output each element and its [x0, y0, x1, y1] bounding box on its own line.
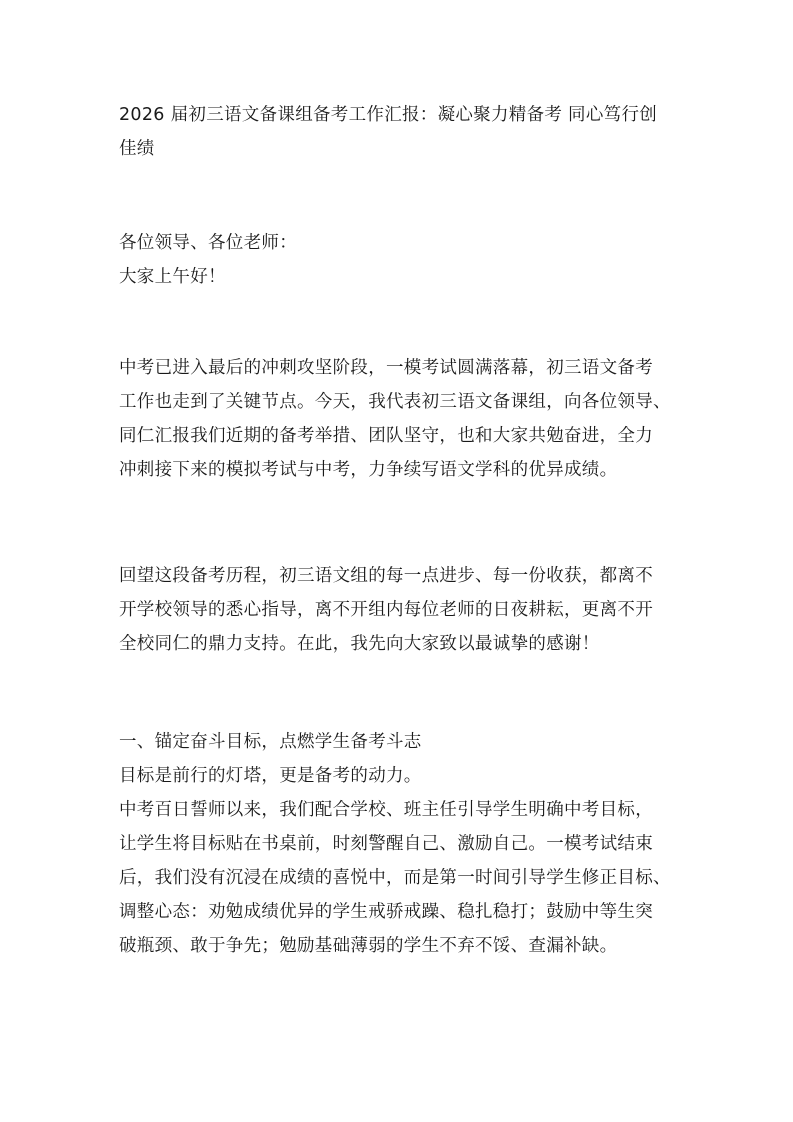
document-title [119, 98, 675, 166]
paragraph-line: 同仁汇报我们近期的备考举措、团队坚守，也和大家共勉奋进，全力 [119, 426, 653, 446]
paragraph-line: 回望这段备考历程，初三语文组的每一点进步、每一份收获，都离不 [119, 566, 653, 586]
intro-paragraph [119, 351, 675, 487]
paragraph-line: 中考已进入最后的冲刺攻坚阶段，一模考试圆满落幕，初三语文备考 [119, 358, 653, 378]
section-subheading: 目标是前行的灯塔，更是备考的动力。 [119, 766, 422, 786]
salutation-section [119, 226, 675, 294]
paragraph-line: 后，我们没有沉浸在成绩的喜悦中，而是第一时间引导学生修正目标、 [119, 868, 671, 888]
thanks-paragraph [119, 559, 675, 661]
section-heading: 一、锚定奋斗目标，点燃学生备考斗志 [119, 732, 422, 752]
paragraph-line: 全校同仁的鼎力支持。在此，我先向大家致以最诚挚的感谢！ [119, 634, 600, 654]
section-one [119, 725, 675, 963]
paragraph-line: 破瓶颈、敢于争先；勉励基础薄弱的学生不弃不馁、查漏补缺。 [119, 936, 618, 956]
paragraph-line: 开学校领导的悉心指导，离不开组内每位老师的日夜耕耘，更离不开 [119, 600, 653, 620]
salutation: 各位领导、各位老师： [119, 233, 297, 253]
paragraph-line: 调整心态：劝勉成绩优异的学生戒骄戒躁、稳扎稳打；鼓励中等生突 [119, 902, 653, 922]
title-line: 2026 届初三语文备课组备考工作汇报：凝心聚力精备考 同心笃行创 [119, 105, 658, 125]
paragraph-line: 工作也走到了关键节点。今天，我代表初三语文备课组，向各位领导、 [119, 392, 671, 412]
paragraph-line: 中考百日誓师以来，我们配合学校、班主任引导学生明确中考目标， [119, 800, 653, 820]
greeting: 大家上午好！ [119, 267, 226, 287]
title-line: 佳绩 [119, 139, 155, 159]
paragraph-line: 让学生将目标贴在书桌前，时刻警醒自己、激励自己。一模考试结束 [119, 834, 653, 854]
paragraph-line: 冲刺接下来的模拟考试与中考，力争续写语文学科的优异成绩。 [119, 460, 618, 480]
